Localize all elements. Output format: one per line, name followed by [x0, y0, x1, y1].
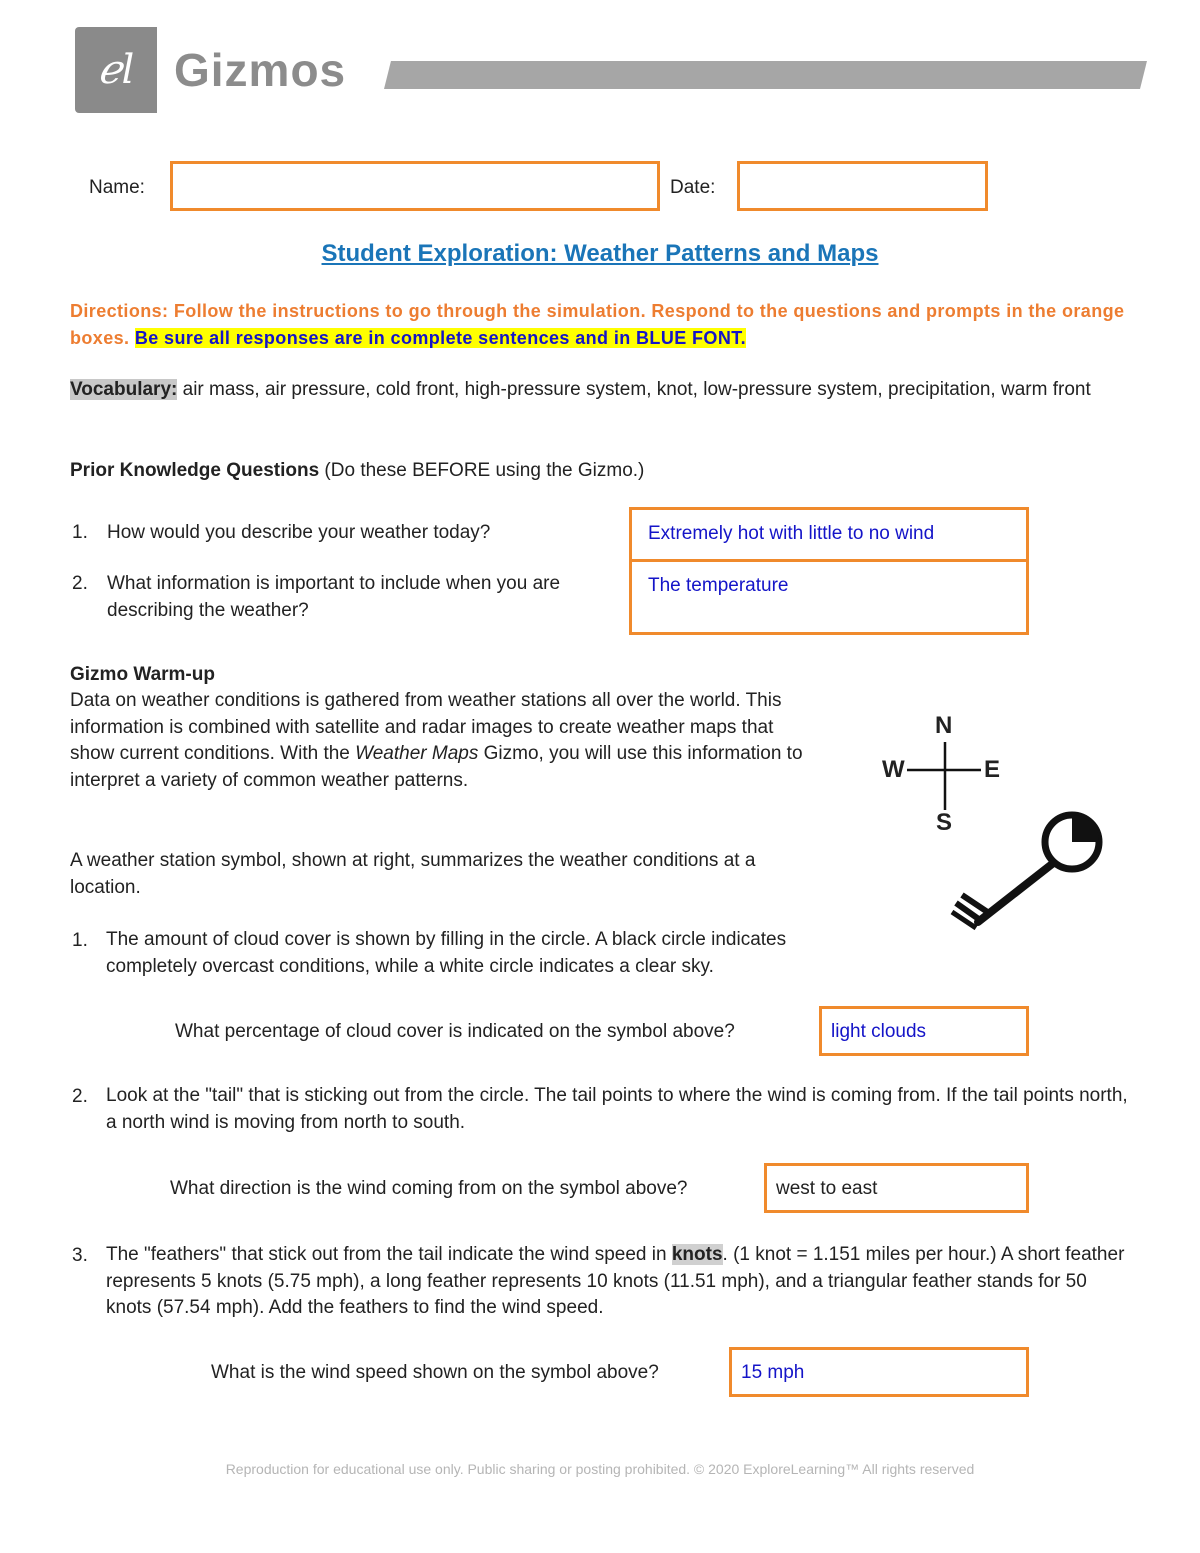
- warmup-paragraph-2: A weather station symbol, shown at right, summarizes the weather conditions at a location.: [70, 850, 756, 898]
- cloud-cover-fill: [1072, 815, 1099, 842]
- directions-text: Directions: Follow the instructions to go through the simulation. Respond to the questions and prompts in the orange boxes.: [70, 301, 1125, 348]
- name-label: Name:: [89, 177, 145, 198]
- warmup-p1-italic: Weather Maps: [355, 743, 479, 764]
- q2-answer: west to east: [776, 1178, 878, 1199]
- pk-answer-box-1[interactable]: [629, 507, 1029, 562]
- warmup-q3-text-a: The "feathers" that stick out from the tail indicate the wind speed in: [106, 1244, 672, 1265]
- prior-knowledge-heading: [70, 458, 644, 485]
- date-label: Date:: [670, 177, 716, 198]
- page-title: Student Exploration: Weather Patterns and Maps: [321, 240, 879, 267]
- warmup-q2-text: Look at the "tail" that is sticking out from the circle. The tail points to where the wind is coming from. If the tail points north, a north wind is moving from north to south.: [106, 1085, 1128, 1133]
- pk-answer-2: The temperature: [648, 575, 789, 596]
- warmup-paragraph-1: [70, 688, 810, 794]
- keyword-knots: knots: [671, 1244, 723, 1265]
- prior-knowledge-title: Prior Knowledge Questions: [70, 460, 320, 481]
- directions: [70, 298, 1130, 352]
- compass-s: S: [936, 809, 953, 836]
- logo-glyph: ℯl: [97, 47, 135, 93]
- pk-q1-text: How would you describe your weather today?: [107, 522, 491, 543]
- warmup-q2-prompt: What direction is the wind coming from on the symbol above?: [170, 1178, 688, 1199]
- compass-e: E: [984, 756, 1001, 783]
- warmup-q1-prompt: What percentage of cloud cover is indicated on the symbol above?: [175, 1021, 735, 1042]
- directions-highlight: Be sure all responses are in complete sentences and in BLUE FONT.: [134, 328, 747, 348]
- compass-n: N: [935, 712, 953, 739]
- vocabulary-text: air mass, air pressure, cold front, high-pressure system, knot, low-pressure system, precipitation, warm front: [177, 379, 1091, 400]
- compass-w: W: [882, 756, 905, 783]
- pk-q2-text: What information is important to include when you are describing the weather?: [107, 573, 561, 621]
- pk-q2-number: 2.: [72, 573, 88, 594]
- q2-answer-box[interactable]: [764, 1163, 1029, 1213]
- warmup-q1-text: The amount of cloud cover is shown by filling in the circle. A black circle indicates completely overcast conditions, while a white circle indicates a clear sky.: [106, 929, 787, 977]
- warmup-p1-a: Data on weather conditions is gathered from weather stations all over the world. This information is combined with satellite and radar images to create weather maps that show current conditions. With the: [70, 690, 782, 764]
- pk-answer-1: Extremely hot with little to no wind: [648, 523, 935, 544]
- vocabulary-label: Vocabulary:: [70, 379, 178, 400]
- pk-answer-box-2[interactable]: [629, 559, 1029, 635]
- q3-answer: 15 mph: [741, 1362, 805, 1383]
- warmup-q3-number: 3.: [72, 1245, 88, 1266]
- warmup-q3-text-b: . (1 knot = 1.151 miles per hour.) A short feather represents 5 knots (5.75 mph), a long feather represents 10 knots (11.51 mph), and a triangular feather stands for 50 knots (57.54 mph). Add the feathers to find the wind speed.: [106, 1244, 1125, 1318]
- warmup-q1-number: 1.: [72, 930, 88, 951]
- warmup-heading: Gizmo Warm-up: [70, 664, 215, 685]
- pk-q1-number: 1.: [72, 522, 88, 543]
- gizmos-wordmark: Gizmos: [174, 44, 347, 96]
- name-field[interactable]: [170, 161, 660, 211]
- date-field[interactable]: [737, 161, 988, 211]
- prior-knowledge-note: (Do these BEFORE using the Gizmo.): [319, 460, 645, 481]
- q1-answer-box[interactable]: [819, 1006, 1029, 1056]
- warmup-p1-b: Gizmo, you will use this information to interpret a variety of common weather patterns.: [70, 743, 803, 791]
- q1-answer: light clouds: [831, 1021, 927, 1042]
- vocabulary: [70, 377, 1135, 404]
- warmup-q2-number: 2.: [72, 1086, 88, 1107]
- q3-answer-box[interactable]: [729, 1347, 1029, 1397]
- footer-copyright: Reproduction for educational use only. Public sharing or posting prohibited. © 2020 ExploreLearning™ All rights reserved: [225, 1461, 975, 1477]
- explorelearning-logo: [75, 27, 157, 113]
- warmup-q3-text: [106, 1242, 1131, 1322]
- header-bar: [384, 61, 1147, 89]
- warmup-q3-prompt: What is the wind speed shown on the symbol above?: [211, 1362, 659, 1383]
- weather-station-symbol: [940, 800, 1120, 950]
